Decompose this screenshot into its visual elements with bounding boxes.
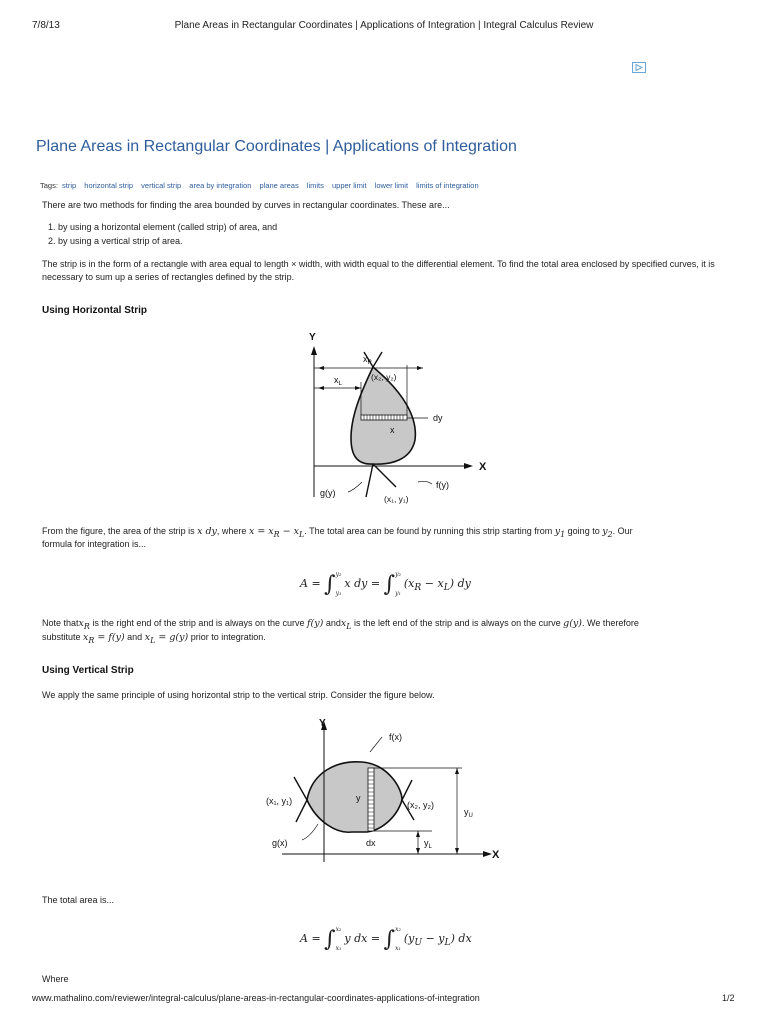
eq1-sub-l: L	[443, 582, 450, 594]
note2-text-c: prior to integration.	[190, 632, 266, 642]
total-area-paragraph: The total area is...	[42, 895, 115, 905]
note2-math-xl-rest: = g(y)	[155, 632, 189, 643]
tag-link-limits-of-integration[interactable]: limits of integration	[416, 181, 479, 190]
eq1-sub-r: R	[414, 582, 422, 594]
bottom-point-label: (x₁, y₁)	[384, 494, 409, 504]
eq1-body: (x	[403, 577, 415, 590]
eq1-end: ) dy	[449, 577, 471, 590]
tag-link-vertical-strip[interactable]: vertical strip	[141, 181, 182, 190]
eq1-mid: x dy =	[344, 577, 384, 590]
yu-sub: U	[468, 813, 473, 819]
note2-text-a: substitute	[42, 632, 81, 642]
p1-math-x-eq-mid: − x	[279, 526, 299, 537]
p1-math-y1-main: y	[554, 526, 561, 537]
xr-sub: R	[367, 360, 372, 366]
eq2-upper-limit: x₂	[335, 926, 342, 933]
tag-link-strip[interactable]: strip	[62, 181, 77, 190]
eq2-integral-sign: ∫	[324, 927, 336, 952]
note-text-e: . We therefore	[582, 618, 639, 628]
eq2-sub-l: L	[444, 937, 451, 949]
x-axis-label: X	[479, 461, 487, 473]
strip-x-label: x	[390, 425, 395, 435]
eq1-integral-sign: ∫	[324, 572, 336, 597]
footer-url: www.mathalino.com/reviewer/integral-calculus/plane-areas-in-rectangular-coordinates-applications-of-integration	[32, 993, 480, 1003]
tags-list	[40, 181, 485, 190]
p1-math-y2-sub: 2	[607, 529, 613, 539]
eq1-lower-limit-2: y₁	[395, 590, 401, 597]
strip-y-label: y	[356, 793, 361, 803]
tag-link-horizontal-strip[interactable]: horizontal strip	[84, 181, 134, 190]
horizontal-strip-heading: Using Horizontal Strip	[42, 305, 147, 316]
eq2-body: (y	[403, 932, 415, 945]
p1-math-x-eq-sub2: L	[298, 529, 305, 539]
right-point-label: (x₂, y₂)	[407, 800, 434, 810]
note2-math-xl-main: x	[144, 632, 151, 643]
svg-text:yU	[464, 807, 473, 819]
note2-math-xr	[83, 632, 125, 643]
tags-label: Tags:	[40, 181, 58, 190]
note-math-gy: g(y)	[563, 618, 582, 629]
fx-label: f(x)	[389, 732, 402, 742]
eq2-end: ) dx	[450, 932, 472, 945]
note-text-d: is the left end of the strip and is always on the curve	[353, 618, 561, 628]
note2-text-b: and	[127, 632, 143, 642]
method-item: 2. by using a vertical strip of area.	[58, 235, 277, 248]
v-x-axis-label: X	[492, 849, 500, 861]
note-paragraph-line2	[42, 631, 266, 647]
yl-label: y	[424, 838, 429, 848]
methods-list	[42, 221, 277, 249]
note-math-fy: f(y)	[307, 618, 324, 629]
print-header-title: Plane Areas in Rectangular Coordinates | Applications of Integration | Integral Calculus Review	[174, 20, 594, 31]
note2-math-xr-sub: R	[88, 635, 95, 645]
eq2-minus: − y	[422, 932, 445, 945]
note-text-a: Note that	[42, 618, 79, 628]
p1-math-y1	[555, 526, 565, 537]
svg-text:xL	[334, 375, 343, 387]
eq1-upper-limit: y₂	[335, 571, 342, 578]
note-math-xr-main: x	[78, 618, 84, 629]
p1-text-c: . The total area can be found by running this strip starting from	[304, 526, 553, 536]
eq2-upper-limit-2: x₂	[395, 926, 401, 933]
strip-area-paragraph-line2: formula for integration is...	[42, 539, 147, 549]
xl-label: x	[334, 375, 339, 385]
p1-math-xdy: x dy	[197, 526, 217, 537]
equation-horizontal-area	[300, 568, 471, 597]
eq2-integral-sign-2: ∫	[383, 927, 396, 952]
method-item: 1. by using a horizontal element (called strip) of area, and	[58, 221, 277, 234]
eq2-mid: y dx =	[344, 932, 384, 945]
note2-math-xr-main: x	[83, 632, 89, 643]
intro-paragraph: There are two methods for finding the area bounded by curves in rectangular coordinates. These are...	[42, 200, 450, 210]
eq2-lhs: A =	[300, 932, 325, 945]
p1-text-d: going to	[567, 526, 600, 536]
top-point-label: (x₂, y₂)	[371, 372, 397, 382]
equation-vertical-area	[300, 923, 472, 952]
note2-math-xr-rest: = f(y)	[94, 632, 125, 643]
note-text-b: is the right end of the strip and is always on the curve	[92, 618, 305, 628]
p1-text-a: From the figure, the area of the strip is	[42, 526, 195, 536]
y-axis-label: Y	[309, 332, 316, 343]
vertical-intro-paragraph: We apply the same principle of using horizontal strip to the vertical strip. Consider the figure below.	[42, 690, 435, 700]
note-math-xr-sub: R	[83, 621, 90, 631]
note-math-xl-sub: L	[346, 621, 352, 631]
dy-label: dy	[433, 413, 443, 423]
v-y-axis-label: Y	[319, 718, 326, 729]
eq1-lhs: A =	[300, 577, 325, 590]
yl-sub: L	[428, 844, 432, 850]
gy-label: g(y)	[320, 488, 336, 498]
svg-text:xR	[363, 354, 373, 366]
xl-sub: L	[338, 381, 342, 387]
note2-math-xl-sub: L	[150, 635, 156, 645]
gx-label: g(x)	[272, 838, 288, 848]
eq1-minus: − x	[421, 577, 444, 590]
p1-math-x-eq-a: x = x	[248, 526, 274, 537]
tag-link-lower-limit[interactable]: lower limit	[374, 181, 409, 190]
yu-label: y	[464, 807, 469, 817]
ad-choices-icon[interactable]	[632, 62, 646, 73]
tag-link-upper-limit[interactable]: upper limit	[331, 181, 367, 190]
footer-page-number: 1/2	[722, 993, 735, 1003]
eq1-integral-sign-2: ∫	[383, 572, 396, 597]
strip-paragraph: The strip is in the form of a rectangle with area equal to length × width, with width equal to the differential element. To find the total area enclosed by specified curves, it is necessary to sum up a series of rectangles defined by the strip.	[42, 259, 715, 282]
svg-text:yL	[424, 838, 433, 850]
horizontal-strip-figure	[278, 322, 508, 507]
tag-link-limits[interactable]: limits	[306, 181, 324, 190]
eq1-lower-limit: y₁	[335, 590, 342, 597]
p1-text-e: . Our	[612, 526, 633, 536]
p1-math-x-eq	[249, 526, 304, 537]
p1-math-y2-main: y	[602, 526, 608, 537]
xr-label: x	[363, 354, 368, 364]
dx-label: dx	[366, 838, 376, 848]
p1-text-b: , where	[216, 526, 247, 536]
note-text-c: and	[325, 618, 341, 628]
note-math-xl-main: x	[340, 618, 347, 629]
page-title: Plane Areas in Rectangular Coordinates | Applications of Integration	[36, 138, 517, 155]
vertical-strip-heading: Using Vertical Strip	[42, 665, 134, 676]
p1-math-x-eq-sub1: R	[273, 529, 280, 539]
note2-math-xl	[145, 632, 189, 643]
fy-label: f(y)	[436, 480, 449, 490]
note-math-xl	[341, 618, 352, 629]
note-math-xr	[79, 618, 90, 629]
eq1-upper-limit-2: y₂	[395, 571, 401, 578]
where-text: Where	[42, 974, 69, 984]
print-date: 7/8/13	[32, 20, 60, 31]
p1-math-y1-sub: 1	[560, 529, 566, 539]
eq2-lower-limit-2: x₁	[395, 945, 401, 952]
tag-link-plane-areas[interactable]: plane areas	[259, 181, 299, 190]
left-point-label: (x₁, y₁)	[266, 796, 293, 806]
p1-math-y2	[602, 526, 612, 537]
tag-link-area-by-integration[interactable]: area by integration	[189, 181, 252, 190]
eq2-sub-u: U	[414, 937, 423, 949]
vertical-strip-figure	[262, 712, 512, 864]
eq2-lower-limit: x₁	[335, 945, 342, 952]
